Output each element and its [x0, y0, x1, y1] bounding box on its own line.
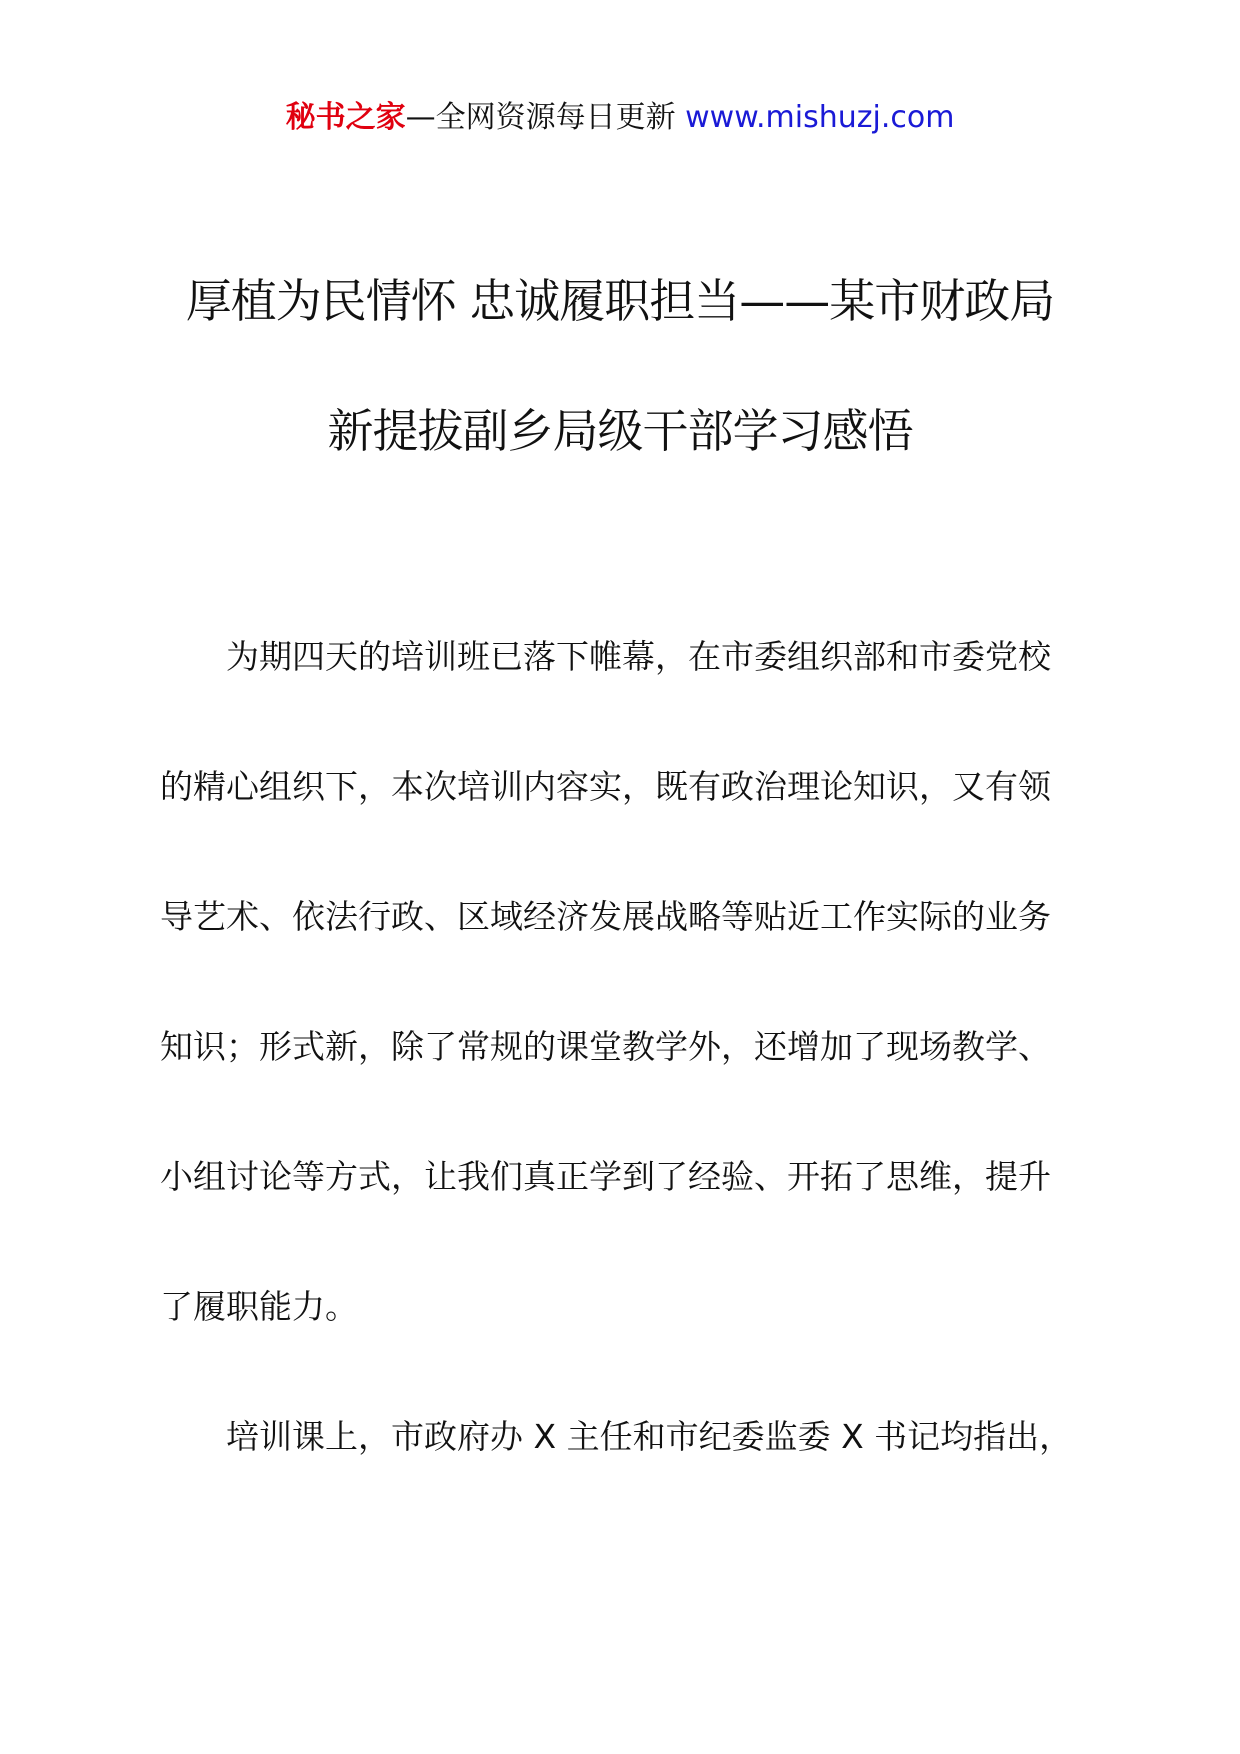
paragraph-line: 了履职能力。 [160, 1287, 358, 1326]
title-line-2: 新提拔副乡局级干部学习感悟 [327, 404, 913, 458]
paragraph-line: 为期四天的培训班已落下帷幕，在市委组织部和市委党校 [226, 637, 1051, 676]
paragraph-line: 知识；形式新，除了常规的课堂教学外，还增加了现场教学、 [160, 1027, 1051, 1066]
paragraph-line: 培训课上，市政府办 X 主任和市纪委监委 X 书记均指出， [226, 1417, 1073, 1456]
site-header [0, 98, 1240, 138]
header-tagline: —全网资源每日更新 [405, 100, 676, 135]
paragraph-1 [160, 592, 1080, 1372]
title-line-1: 厚植为民情怀 忠诚履职担当——某市财政局 [185, 274, 1055, 328]
paragraph-line: 的精心组织下，本次培训内容实，既有政治理论知识，又有领 [160, 767, 1051, 806]
brand-name: 秘书之家 [285, 100, 406, 135]
paragraph-line: 小组讨论等方式，让我们真正学到了经验、开拓了思维，提升 [160, 1157, 1051, 1196]
document-body [160, 592, 1080, 1502]
paragraph-line: 导艺术、依法行政、区域经济发展战略等贴近工作实际的业务 [160, 897, 1051, 936]
paragraph-2 [160, 1372, 1080, 1502]
site-url-link[interactable]: www.mishuzj.com [685, 100, 955, 135]
document-title [0, 236, 1240, 496]
